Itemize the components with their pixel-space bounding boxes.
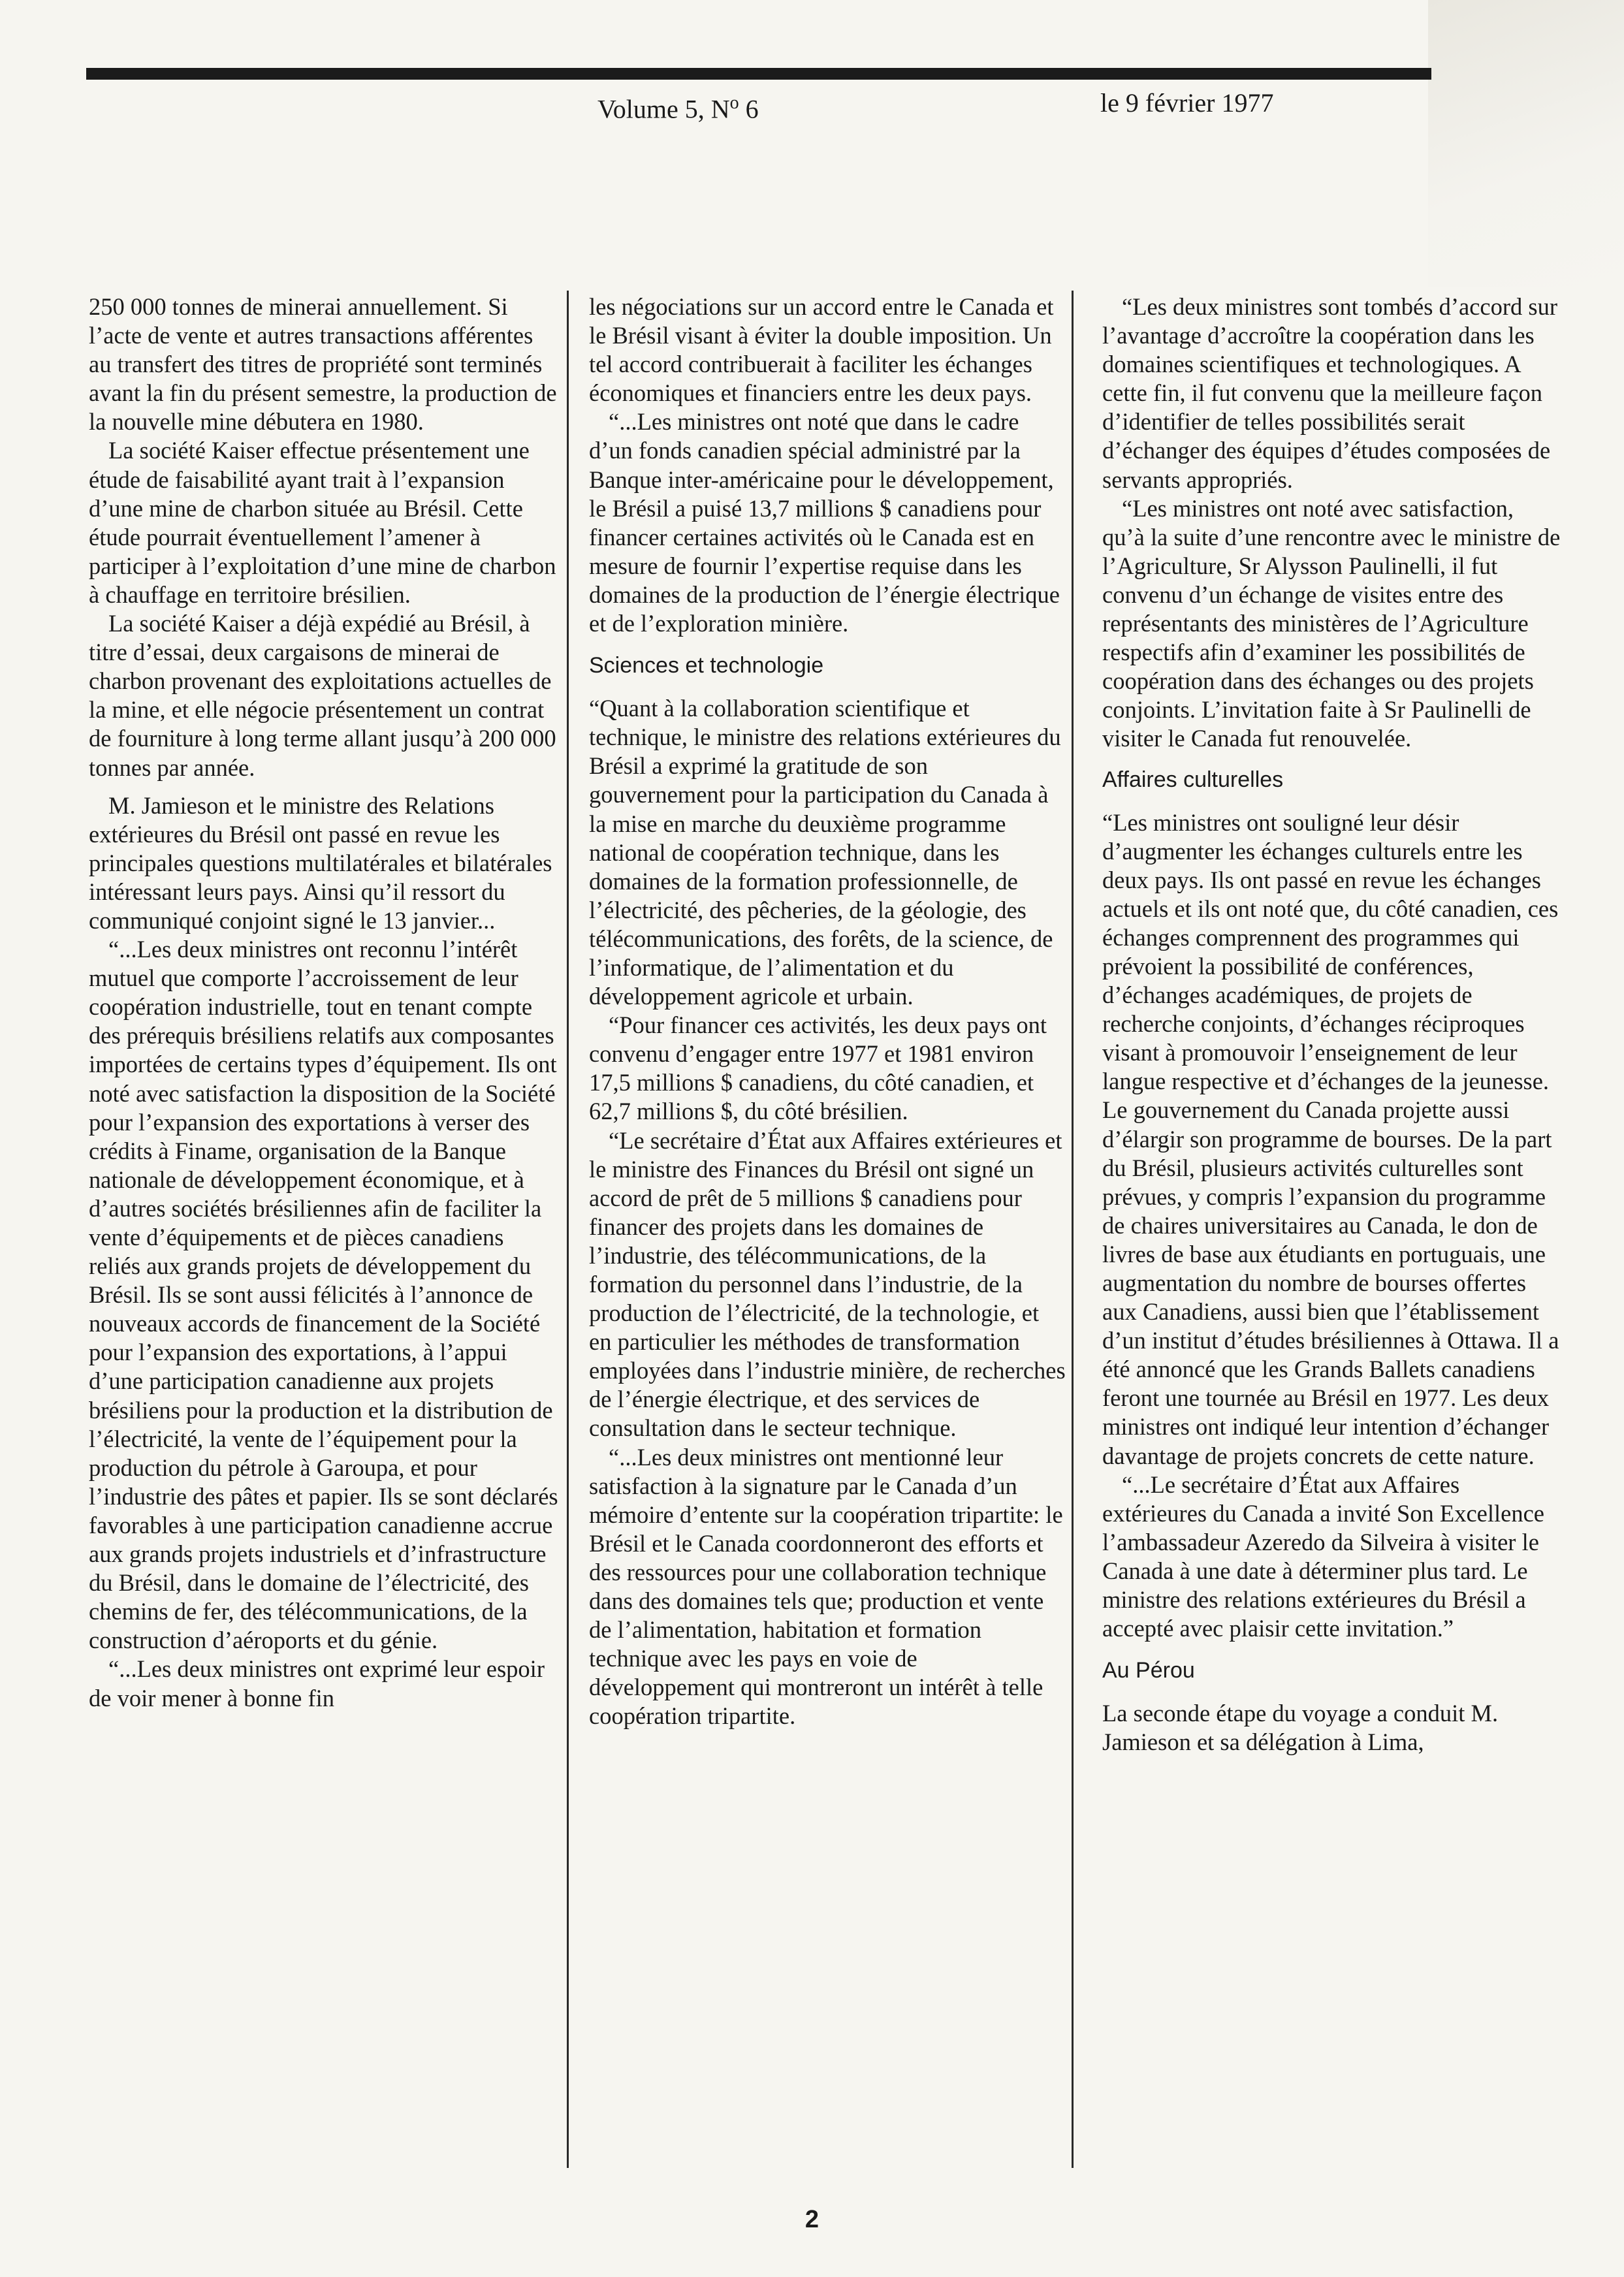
page-corner-shadow: [1428, 0, 1624, 287]
paragraph: “...Les deux ministres ont reconnu l’intérêt mutuel que comporte l’accroissement de leur coopération industrielle, tout en tenant compte des prérequis brésiliens relatifs aux composantes importées de certains types d’équipement. Ils ont noté avec satisfaction la disposition de la Société pour l’expansion des exportations à verser des crédits à Finame, organisation de la Banque nationale de développement économique, et à d’autres sociétés brésiliennes afin de faciliter la vente d’équipements et de pièces canadiens reliés aux grands projets de développement du Brésil. Ils se sont aussi félicités à l’annonce de nouveaux accords de financement de la Société pour l’expansion des exportations, à l’appui d’une participation canadienne aux projets brésiliens pour la production et la distribution de l’électricité, la vente de l’équipement pour la production du pétrole à Garoupa, et pour l’industrie des pâtes et papier. Ils se sont déclarés favorables à une participation canadienne accrue aux grands projets industriels et d’infrastructure du Brésil, dans le domaine de l’électricité, des chemins de fer, des télécommunications, de la construction d’aéroports et du génie.: [89, 936, 558, 1654]
paragraph: “...Les ministres ont noté que dans le cadre d’un fonds canadien spécial administré par la Banque inter-américaine pour le développement, le Brésil a puisé 13,7 millions $ canadiens pour financer certaines activités où le Canada est en mesure de fournir l’expertise requise dans les domaines de la production de l’énergie électrique et de l’exploration minière.: [589, 408, 1060, 637]
column-1: [89, 293, 560, 1713]
column-3: [1102, 293, 1561, 1757]
paragraph: “Quant à la collaboration scientifique et technique, le ministre des relations extérieures du Brésil a exprimé la gratitude de son gouvernement pour la participation du Canada à la mise en marche du deuxième programme national de coopération technique, dans les domaines de la formation professionnelle, de l’électricité, des pêcheries, de la géologie, des télécommunications, des forêts, de la science, de l’informatique, de l’alimentation et du développement agricole et urbain.: [589, 695, 1061, 1010]
paragraph: “...Les deux ministres ont exprimé leur espoir de voir mener à bonne fin: [89, 1655, 545, 1712]
volume-number: Volume 5, $N^o$ 6: [597, 93, 759, 124]
paragraph: M. Jamieson et le ministre des Relations extérieures du Brésil ont passé en revue les principales questions multilatérales et bilatérales intéressant leurs pays. Ainsi qu’il ressort du communiqué conjoint signé le 13 janvier...: [89, 791, 552, 934]
section-heading: Affaires culturelles: [1102, 767, 1284, 792]
paragraph: La seconde étape du voyage a conduit M. Jamieson et sa délégation à Lima,: [1102, 1700, 1499, 1756]
paragraph: “Le secrétaire d’État aux Affaires extérieures et le ministre des Finances du Brésil ont signé un accord de prêt de 5 millions $ canadiens pour financer des projets dans les domaines de l’industrie, des télécommunications, de la formation du personnel dans l’industrie, de la production de l’électricité, de la technologie, et en particulier les méthodes de transformation employées dans l’industrie minière, de recherches de l’énergie électrique, et des services de consultation dans le secteur technique.: [589, 1126, 1066, 1442]
column-2: [589, 293, 1066, 1731]
paragraph: les négociations sur un accord entre le Canada et le Brésil visant à éviter la double imposition. Un tel accord contribuerait à faciliter les échanges économiques et financiers entre les deux pays.: [589, 293, 1054, 407]
paragraph: “Les deux ministres sont tombés d’accord sur l’avantage d’accroître la coopération dans les domaines scientifiques et technologiques. A cette fin, il fut convenu que la meilleure façon d’identifier de telles possibilités serait d’échanger des équipes d’études composées de servants appropriés.: [1102, 293, 1557, 493]
paragraph: “Les ministres ont souligné leur désir d’augmenter les échanges culturels entre les deux pays. Ils ont passé en revue les échanges actuels et ils ont noté que, du côté canadien, ces échanges comprennent des programmes qui prévoient la possibilité de conférences, d’échanges académiques, de projets de recherche conjoints, d’échanges réciproques visant à promouvoir l’enseignement de leur langue respective et d’échanges de la jeunesse. Le gouvernement du Canada projette aussi d’élargir son programme de bourses. De la part du Brésil, plusieurs activités culturelles sont prévues, y compris l’expansion du programme de chaires universitaires au Canada, le don de livres de base aux étudiants en portuguais, une augmentation du nombre de bourses offertes aux Canadiens, aussi bien que l’établissement d’un institut d’études brésiliennes à Ottawa. Il a été annoncé que les Grands Ballets canadiens feront une tournée au Brésil en 1977. Les deux ministres ont indiqué leur intention d’échanger davantage de projets concrets de cette nature.: [1102, 808, 1559, 1469]
issue-date: le 9 février 1977: [1100, 88, 1274, 118]
paragraph: “...Le secrétaire d’État aux Affaires extérieures du Canada a invité Son Excellence l’ambassadeur Azeredo da Silveira à visiter le Canada à une date à déterminer plus tard. Le ministre des relations extérieures du Brésil a accepté avec plaisir cette invitation.”: [1102, 1471, 1544, 1642]
paragraph: “Pour financer ces activités, les deux pays ont convenu d’engager entre 1977 et 1981 environ 17,5 millions $ canadiens, du côté canadien, et 62,7 millions $, du côté brésilien.: [589, 1011, 1047, 1125]
column-divider: [567, 291, 569, 2168]
column-divider: [1072, 291, 1074, 2168]
paragraph: “Les ministres ont noté avec satisfaction, qu’à la suite d’une rencontre avec le ministre de l’Agriculture, Sr Alysson Paulinelli, il fut convenu d’un échange de visites entre des représentants des ministères de l’Agriculture respectifs afin d’examiner les possibilités de coopération dans des échanges ou des projets conjoints. L’invitation faite à Sr Paulinelli de visiter le Canada fut renouvelée.: [1102, 494, 1561, 752]
paragraph: La société Kaiser effectue présentement une étude de faisabilité ayant trait à l’expansion d’une mine de charbon située au Brésil. Cette étude pourrait éventuellement l’amener à participer à l’exploitation d’une mine de charbon à chauffage en territoire brésilien.: [89, 437, 556, 608]
paragraph: La société Kaiser a déjà expédié au Brésil, à titre d’essai, deux cargaisons de minerai de charbon provenant des exploitations actuelles de la mine, et elle négocie présentement un contrat de fourniture à long terme allant jusqu’à 200 000 tonnes par année.: [89, 610, 556, 781]
section-heading: Au Pérou: [1102, 1658, 1195, 1683]
header-rule: [86, 68, 1431, 80]
paragraph: 250 000 tonnes de minerai annuellement. Si l’acte de vente et autres transactions afférentes au transfert des titres de propriété sont terminés avant la fin du présent semestre, la production de la nouvelle mine débutera en 1980.: [89, 293, 557, 436]
section-heading: Sciences et technologie: [589, 653, 824, 678]
paragraph: “...Les deux ministres ont mentionné leur satisfaction à la signature par le Canada d’un mémoire d’entente sur la coopération tripartite: le Brésil et le Canada coordonneront des efforts et des ressources pour une collaboration technique dans des domaines tels que; production et vente de l’alimentation, habitation et formation technique avec les pays en voie de développement qui montreront un intérêt à telle coopération tripartite.: [589, 1443, 1063, 1730]
page-number: 2: [804, 2206, 820, 2233]
